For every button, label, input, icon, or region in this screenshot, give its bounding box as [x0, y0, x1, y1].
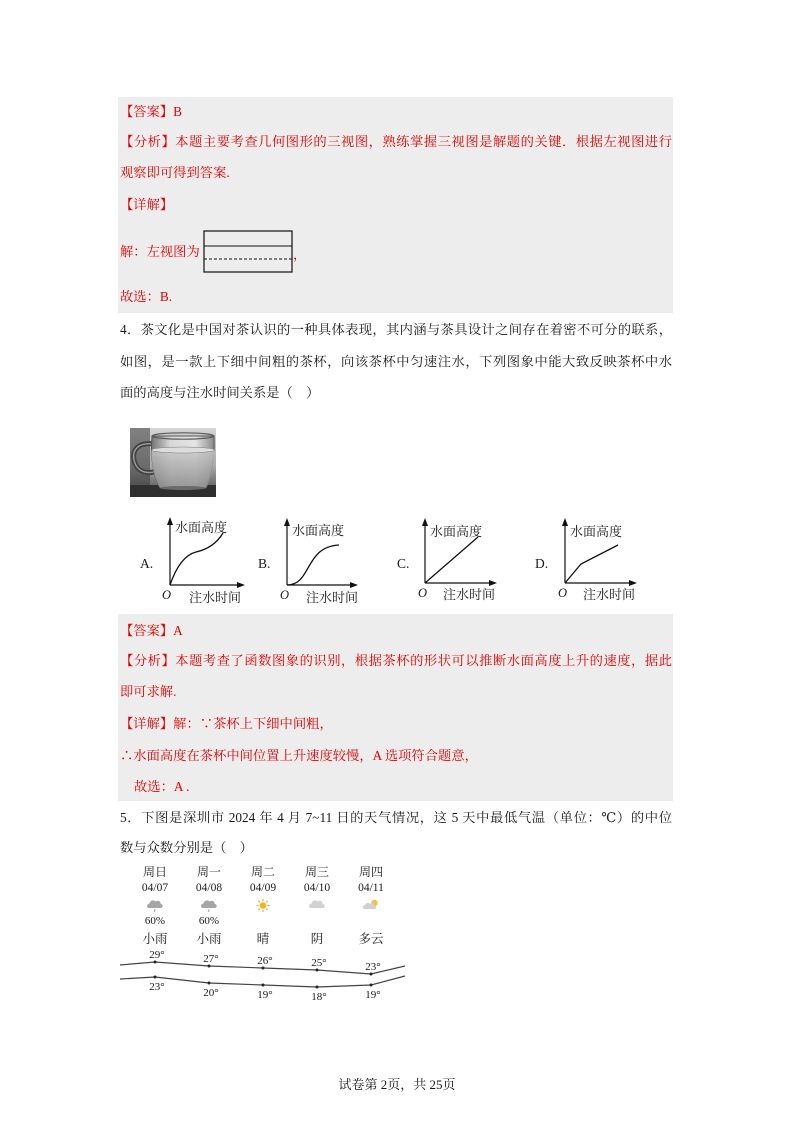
height-time-curve — [170, 533, 223, 585]
weather-day-column — [349, 862, 393, 950]
low-temp-point — [316, 986, 319, 989]
question-5-stem-line: 5．下图是深圳市 2024 年 4 月 7~11 日的天气情况，这 5 天中最低气温（单位：℃）的中位 — [120, 810, 672, 825]
height-time-broken-line — [565, 545, 618, 583]
option-letter: A. — [140, 556, 154, 571]
height-time-line — [425, 537, 478, 583]
rain-cloud-icon — [133, 897, 177, 913]
low-temp-point — [370, 984, 373, 987]
solution-text: 解：左视图为 — [120, 244, 200, 259]
figure-outline — [204, 231, 292, 272]
answer-line: 【答案】B — [120, 104, 183, 119]
low-temp-label: 18° — [311, 991, 327, 1003]
y-axis-label: 水面高度 — [175, 520, 228, 535]
y-axis-arrow-icon — [562, 518, 568, 526]
answer-line: 【答案】A — [120, 623, 183, 638]
low-temp-label: 20° — [203, 987, 219, 999]
analysis-text-line: 观察即可得到答案. — [120, 165, 230, 180]
x-axis-arrow-icon — [489, 580, 497, 586]
origin-label: O — [558, 586, 568, 600]
origin-label: O — [418, 586, 428, 600]
analysis-text-line: 【分析】本题考查了函数图象的识别，根据茶杯的形状可以推断水面高度上升的速度，据此 — [120, 653, 672, 668]
detail-text-line: 【详解】解：∵茶杯上下细中间粗， — [120, 716, 333, 731]
conclusion-text: 故选：B. — [120, 289, 173, 304]
option-b-graph — [258, 518, 358, 605]
weather-day-column — [295, 862, 339, 950]
overcast-cloud-icon — [295, 897, 339, 913]
x-axis-label: 注水时间 — [443, 587, 496, 602]
high-temp-label: 29° — [149, 949, 165, 961]
detail-heading: 【详解】 — [120, 197, 174, 212]
weather-condition: 小雨 — [142, 932, 168, 946]
y-axis-arrow-icon — [284, 518, 290, 526]
high-temp-label: 23° — [365, 961, 381, 973]
answer-box-q4 — [118, 614, 673, 801]
weekday-label: 周四 — [358, 865, 383, 879]
sun-icon — [241, 897, 285, 913]
analysis-text-line: 【分析】本题主要考查几何图形的三视图，熟练掌握三视图是解题的关键．根据左视图进行 — [120, 134, 672, 149]
date-label: 04/11 — [358, 882, 384, 894]
date-label: 04/10 — [303, 882, 331, 894]
weekday-label: 周一 — [196, 865, 221, 879]
y-axis-label: 水面高度 — [292, 523, 345, 538]
temperature-chart — [115, 945, 410, 1007]
low-temp-point — [154, 976, 157, 979]
origin-label: O — [280, 588, 290, 602]
option-a-graph — [140, 517, 245, 605]
partly-cloudy-icon — [349, 897, 393, 913]
question-4-stem-line: 4．茶文化是中国对茶认识的一种具体表现，其内涵与茶具设计之间存在着密不可分的联系， — [120, 322, 672, 337]
solution-punctuation: ， — [293, 247, 307, 262]
y-axis-arrow-icon — [422, 518, 428, 526]
precipitation-chance: 60% — [198, 915, 220, 927]
option-d-graph — [535, 518, 637, 602]
high-temp-label: 27° — [203, 953, 219, 965]
y-axis-label: 水面高度 — [570, 524, 623, 539]
detail-text-line: ∴水面高度在茶杯中间位置上升速度较慢，A 选项符合题意， — [120, 748, 478, 763]
weather-day-column — [133, 862, 177, 950]
low-temp-label: 19° — [257, 989, 273, 1001]
question-4-stem-line: 面的高度与注水时间关系是（ ） — [120, 385, 320, 400]
question-4-stem-line: 如图，是一款上下细中间粗的茶杯，向该茶杯中匀速注水，下列图象中能大致反映茶杯中水 — [120, 354, 672, 369]
rain-cloud-icon — [187, 897, 231, 913]
y-axis-label: 水面高度 — [430, 524, 483, 539]
analysis-text-line: 即可求解. — [120, 684, 177, 699]
date-label: 04/07 — [141, 882, 169, 894]
x-axis-arrow-icon — [629, 580, 637, 586]
tea-cup-photo — [130, 428, 216, 497]
conclusion-text: 故选：A . — [134, 779, 190, 794]
weekday-label: 周日 — [142, 865, 167, 879]
option-letter: B. — [258, 556, 271, 571]
high-temp-label: 26° — [257, 955, 273, 967]
weather-condition: 多云 — [358, 932, 384, 946]
left-view-figure — [203, 230, 294, 274]
option-letter: D. — [535, 556, 549, 571]
weekday-label: 周三 — [304, 865, 329, 879]
high-temp-label: 25° — [311, 957, 327, 969]
height-time-curve — [287, 545, 339, 585]
low-temp-point — [208, 982, 211, 985]
y-axis-arrow-icon — [167, 517, 173, 525]
low-temp-label: 23° — [149, 981, 165, 993]
question-5-stem-line: 数与众数分别是（ ） — [120, 840, 253, 855]
precipitation-chance: 60% — [144, 915, 166, 927]
answer-options-graphs — [130, 510, 650, 610]
date-label: 04/08 — [195, 882, 223, 894]
weekday-label: 周二 — [250, 865, 275, 879]
x-axis-label: 注水时间 — [583, 587, 636, 602]
date-label: 04/09 — [249, 882, 277, 894]
page-footer: 试卷第 2页，共 25页 — [338, 1077, 456, 1092]
answer-box-q3 — [118, 97, 673, 313]
low-temp-label: 19° — [365, 989, 381, 1001]
option-c-graph — [397, 518, 497, 602]
weather-condition: 阴 — [310, 932, 324, 946]
x-axis-arrow-icon — [237, 582, 245, 588]
x-axis-label: 注水时间 — [189, 590, 242, 605]
option-letter: C. — [397, 556, 410, 571]
weather-day-column — [187, 862, 231, 950]
low-temp-point — [262, 984, 265, 987]
weather-condition: 小雨 — [196, 932, 222, 946]
origin-label: O — [162, 588, 172, 602]
weather-day-column — [241, 862, 285, 950]
x-axis-arrow-icon — [350, 582, 358, 588]
weather-condition: 晴 — [256, 932, 270, 946]
x-axis-label: 注水时间 — [306, 590, 359, 605]
